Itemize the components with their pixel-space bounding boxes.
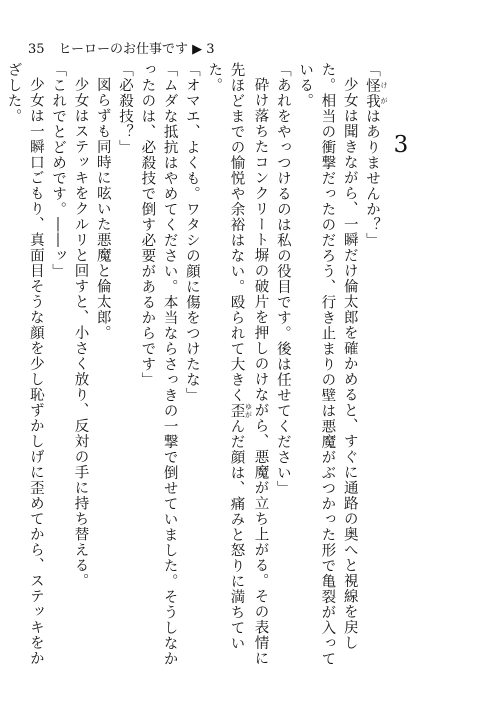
running-header [28,38,215,57]
chapter-number: 3 [393,132,409,158]
paragraph-dialogue: 「ムダな抵抗はやめてください。本当ならさっきの一撃で倒せていました。そうしなかったのは、必殺技で倒す必要があるからです」 [139,62,178,667]
paragraph-narration: 少女は一瞬口ごもり、真面目そうな顔を少し恥ずかしげに歪めてから、ステッキをかざした。 [5,62,44,666]
paragraph-narration: 砕け落ちたコンクリート塀の破片を押しのけながら、悪魔が立ち上がる。その表情に先ほどまでの愉悦や余裕はない。殴られて大きく歪 ゆがんだ顔は、痛みと怒りに満ちていた。 [206,62,269,666]
paragraph-dialogue: 「オマエ、よくも。ワタシの顔に傷をつけたな」 [183,62,200,403]
paragraph-dialogue: 「必殺技？」 [117,62,134,155]
paragraph-dialogue: 「あれをやっつけるのは私の役目です。後は任せてください」 [274,62,291,496]
running-title: ヒーローのお仕事です ▶ 3 [58,42,215,57]
body-text [2,62,388,674]
paragraph-dialogue: 「怪我 けがはありませんか？」 [364,62,388,248]
paragraph-narration: 少女はステッキをクルリと回すと、小さく放り、反対の手に持ち替える。 [72,76,89,588]
paragraph-narration: 少女は聞きながら、一瞬だけ倫太郎を確かめると、すぐに通路の奥へと視線を戻した。相当の衝撃だったのだろう、行き止まりの壁は悪魔がぶつかった形で亀裂が入っている。 [297,62,358,667]
paragraph-dialogue: 「これでとどめです。――ッ」 [50,62,67,279]
paragraph-narration: 図らずも同時に呟いた悪魔と倫太郎。 [94,76,111,340]
furigana-yuga: 歪 ゆが [228,402,253,419]
furigana-kega: 怪我 けが [364,77,388,109]
page-number: 35 [28,42,45,57]
